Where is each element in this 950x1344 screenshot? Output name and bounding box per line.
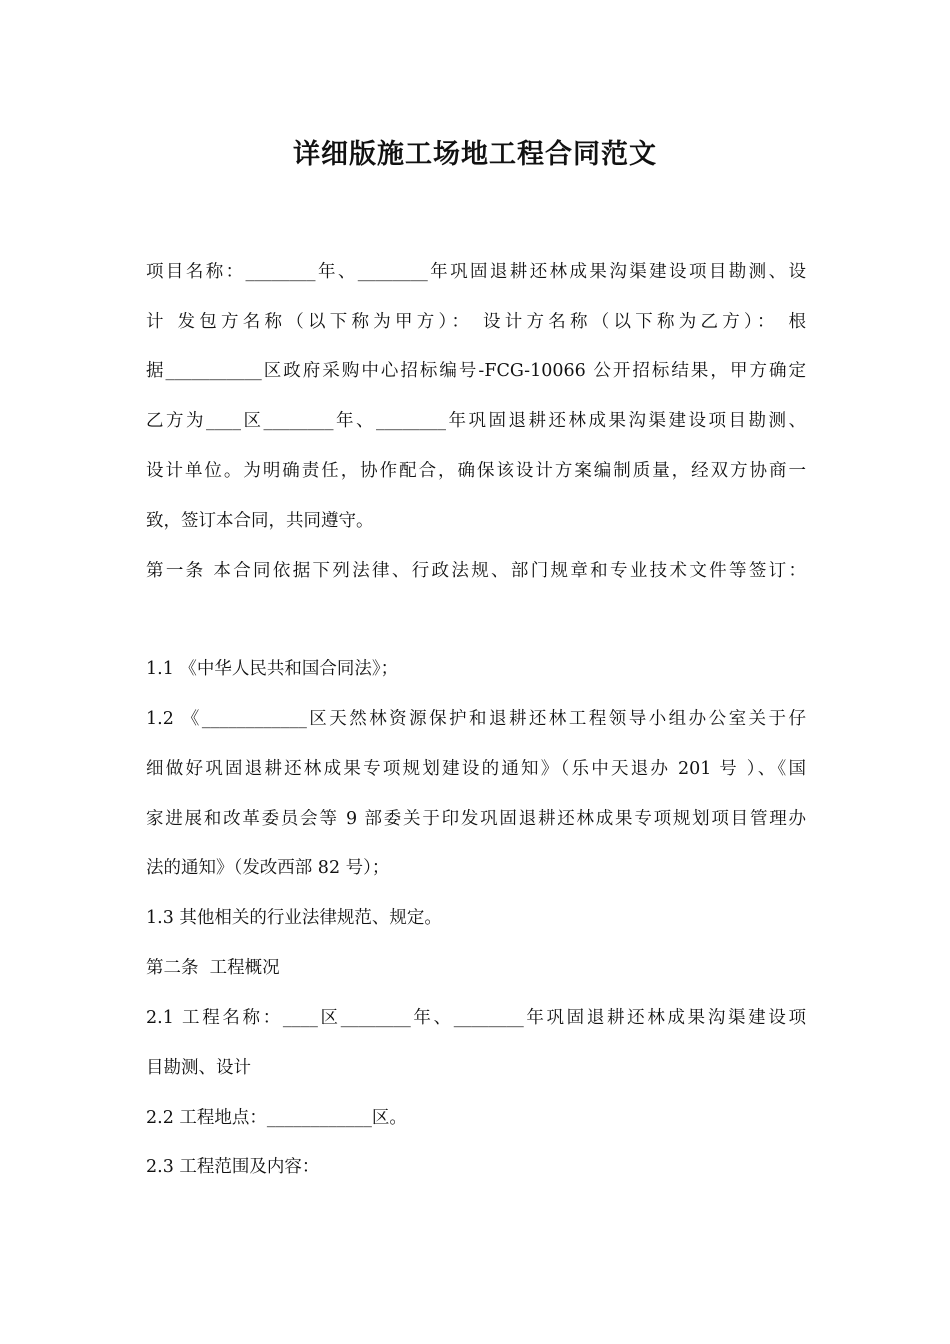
clause-line: 2.1 工程名称：____区________年、________年巩固退耕还林成果沟渠建设项: [146, 1008, 806, 1028]
clause-line: 家进展和改革委员会等 9 部委关于印发巩固退耕还林成果专项规划项目管理办: [146, 809, 806, 829]
paragraph-line: 计 发包方名称（以下称为甲方）： 设计方名称（以下称为乙方）： 根: [146, 312, 806, 332]
article-heading: 第二条 工程概况: [146, 958, 280, 978]
clause-line: 细做好巩固退耕还林成果专项规划建设的通知》（乐中天退办 201 号 ）、《国: [146, 759, 806, 779]
clause-line: 1.1 《中华人民共和国合同法》；: [146, 659, 399, 679]
clause-line: 2.2 工程地点：____________区。: [146, 1108, 407, 1128]
paragraph-line: 致，签订本合同，共同遵守。: [146, 511, 374, 531]
paragraph-line: 设计单位。为明确责任，协作配合，确保该设计方案编制质量，经双方协商一: [146, 461, 806, 481]
paragraph-line: 项目名称：________年、________年巩固退耕还林成果沟渠建设项目勘测、设: [146, 262, 806, 282]
clause-line: 目勘测、设计: [146, 1058, 251, 1078]
clause-line: 法的通知》（发改西部 82 号）；: [146, 858, 390, 878]
document-title: 详细版施工场地工程合同范文: [293, 139, 657, 170]
article-heading: 第一条 本合同依据下列法律、行政法规、部门规章和专业技术文件等签订：: [146, 561, 806, 581]
clause-line: 2.3 工程范围及内容：: [146, 1157, 320, 1177]
paragraph-line: 据___________区政府采购中心招标编号-FCG-10066 公开招标结果，甲方确定: [146, 361, 806, 381]
clause-line: 1.2 《____________区天然林资源保护和退耕还林工程领导小组办公室关于仔: [146, 709, 806, 729]
clause-line: 1.3 其他相关的行业法律规范、规定。: [146, 908, 442, 928]
paragraph-line: 乙方为____区________年、________年巩固退耕还林成果沟渠建设项目勘测、: [146, 411, 806, 431]
